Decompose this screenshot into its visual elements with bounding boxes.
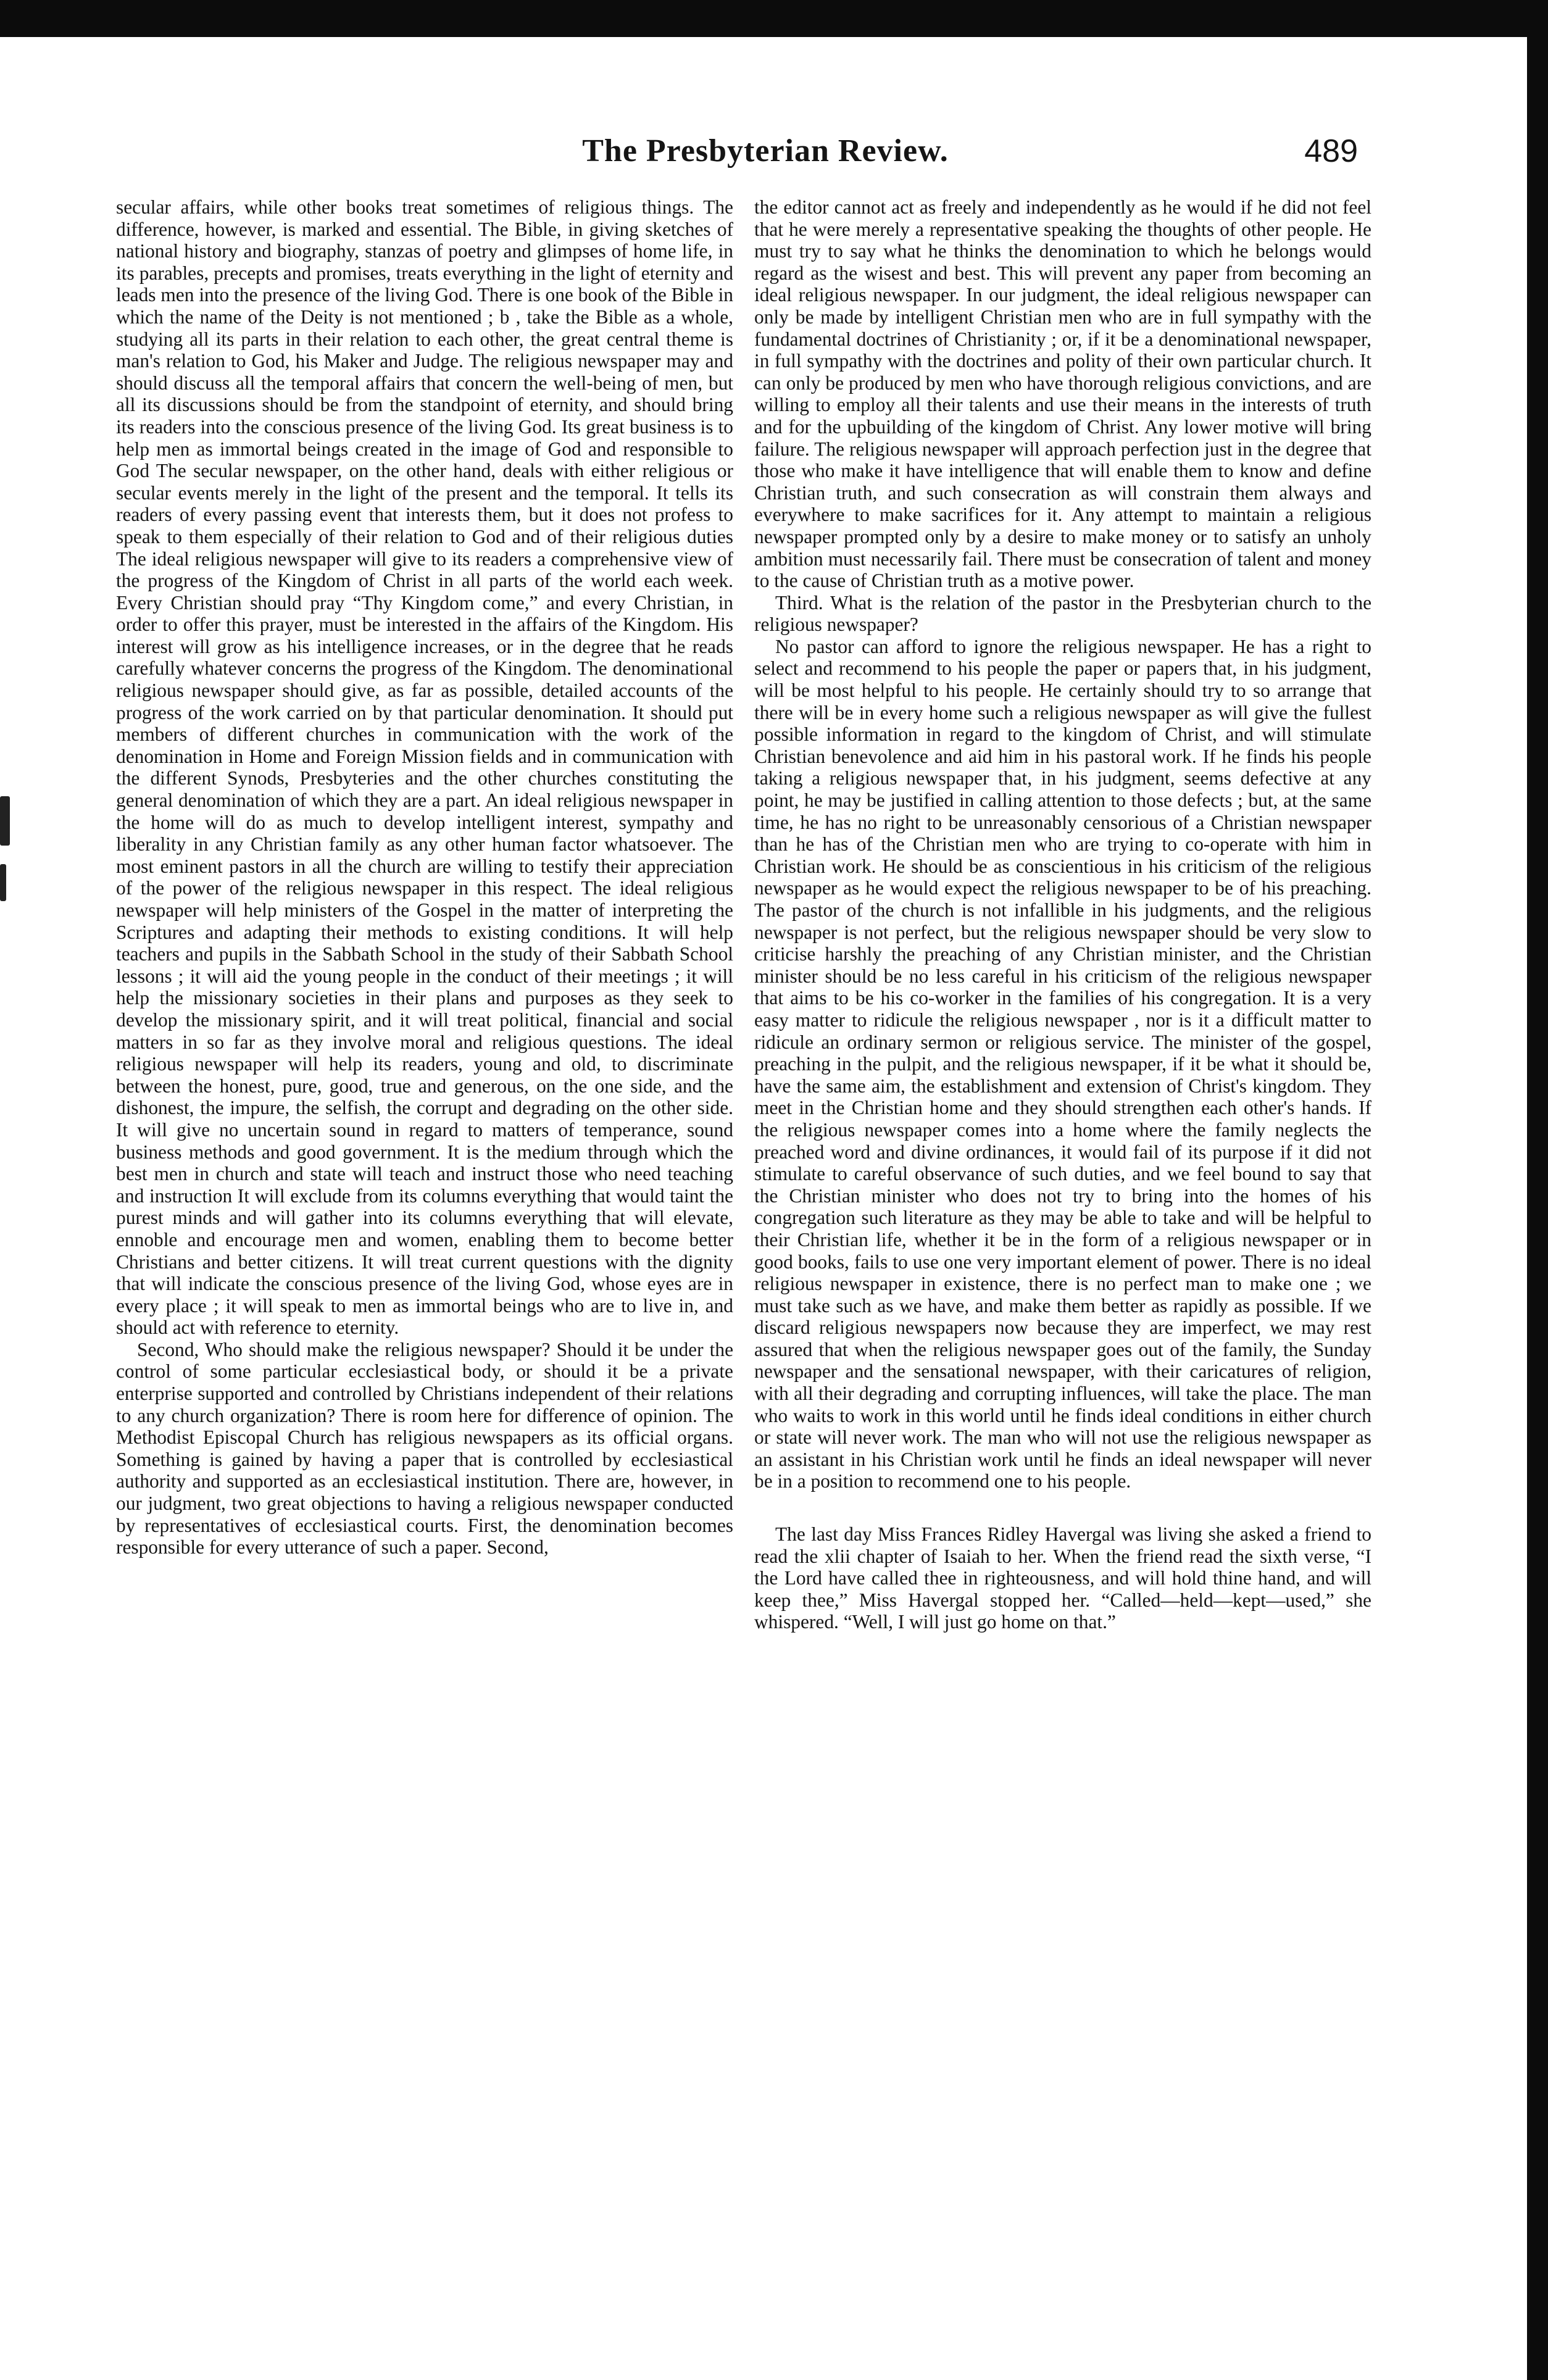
scan-top-border [0, 0, 1548, 37]
page-number: 489 [1304, 133, 1358, 169]
margin-mark [0, 864, 6, 901]
paragraph: Second, Who should make the religious newspaper? Should it be under the control of some particular ecclesiastical body, or should it be a private enterprise supported and controlled by Christians independent of their relations to any church organization? There is room here for difference of opinion. The Methodist Episcopal Church has religious newspapers as its official organs. Something is gained by having a paper that is controlled by ecclesiastical authority and supported as an ecclesiastical institution. There are, however, in our judgment, two great objections to having a religious newspaper conducted by representatives of ecclesiastical courts. First, the denomination becomes responsible for every utterance of such a paper. Second, [116, 1338, 733, 1558]
paragraph: the editor cannot act as freely and independently as he would if he did not feel that he were merely a representative speaking the thoughts of other people. He must try to say what he thinks the denomination to which he belongs would regard as the wisest and best. This will prevent any paper from becoming an ideal religious newspaper. In our judgment, the ideal religious newspaper can only be made by intelligent Christian men who are in full sympathy with the fundamental doctrines of Christianity ; or, if it be a denominational newspaper, in full sympathy with the doctrines and polity of their own particular church. It can only be produced by men who have thorough religious convictions, and are willing to employ all their talents and use their means in the interests of truth and for the upbuilding of the kingdom of Christ. Any lower motive will bring failure. The religious newspaper will approach perfection just in the degree that those who make it have intelligence that will enable them to know and define Christian truth, and such consecration as will constrain them always and everywhere to make sacrifices for it. Any attempt to maintain a religious newspaper prompted only by a desire to make money or to satisfy an unholy ambition must necessarily fail. There must be consecration of talent and money to the cause of Christian truth as a motive power. [754, 196, 1371, 592]
right-column [754, 196, 1371, 1633]
closing-anecdote: The last day Miss Frances Ridley Havergal was living she asked a friend to read the xlii chapter of Isaiah to her. When the friend read the sixth verse, “I the Lord have called thee in righteousness, and will hold thine hand, and will keep thee,” Miss Havergal stopped her. “Called—held—kept—used,” she whispered. “Well, I will just go home on that.” [754, 1523, 1371, 1633]
scan-right-edge [1527, 0, 1548, 2380]
paragraph: No pastor can afford to ignore the religious newspaper. He has a right to select and recommend to his people the paper or papers that, in his judgment, will be most helpful to his people. He certainly should try to so arrange that there will be in every home such a religious newspaper as will give the fullest possible information in regard to the kingdom of Christ, and will stimulate Christian benevolence and aid him in his pastoral work. If he finds his people taking a religious newspaper that, in his judgment, seems defective at any point, he may be justified in calling attention to those defects ; but, at the same time, he has no right to be unreasonably censorious of a Christian newspaper than he has of the Christian men who are trying to co-operate with him in Christian work. He should be as conscientious in his criticism of the religious newspaper as he would expect the religious newspaper to be of his preaching. The pastor of the church is not infallible in his judgments, and the religious newspaper is not perfect, but the religious newspaper should be very slow to criticise harshly the preaching of any Christian minister, and the Christian minister should be no less careful in his criticism of the religious newspaper that aims to be his co-worker in the families of his congregation. It is a very easy matter to ridicule the religious newspaper , nor is it a difficult matter to ridicule an ordinary sermon or religious service. The minister of the gospel, preaching in the pulpit, and the religious newspaper, if it be what it should be, have the same aim, the establishment and extension of Christ's kingdom. They meet in the Christian home and they should strengthen each other's hands. If the religious newspaper comes into a home where the family neglects the preached word and divine ordinances, it would fail of its purpose if it did not stimulate to careful observance of such duties, and we feel bound to say that the Christian minister who does not try to bring into the homes of his congregation such literature as they may be able to take and will be helpful to their Christian life, whether it be in the form of a religious newspaper or in good books, fails to use one very important element of power. There is no ideal religious newspaper in existence, there is no perfect man to make one ; we must take such as we have, and make them better as rapidly as possible. If we discard religious newspapers now because they are imperfect, we may rest assured that when the religious newspaper goes out of the family, the Sunday newspaper and the sensational newspaper, with their caricatures of religion, with all their degrading and corrupting influences, will take the place. The man who waits to work in this world until he finds ideal conditions in either church or state will never work. The man who will not use the religious newspaper as an assistant in his Christian work until he finds an ideal newspaper will never be in a position to recommend one to his people. [754, 635, 1371, 1492]
margin-mark [0, 796, 10, 846]
left-column [116, 196, 733, 1558]
paragraph: secular affairs, while other books treat sometimes of religious things. The difference, however, is marked and essential. The Bible, in giving sketches of national history and biography, stanzas of poetry and glimpses of home life, in its parables, precepts and promises, treats everything in the light of eternity and leads men into the presence of the living God. There is one book of the Bible in which the name of the Deity is not mentioned ; b , take the Bible as a whole, studying all its parts in their relation to each other, the great central theme is man's relation to God, his Maker and Judge. The religious newspaper may and should discuss all the temporal affairs that concern the well-being of men, but all its discussions should be from the standpoint of eternity, and should bring its readers into the conscious presence of the living God. Its great business is to help men as immortal beings created in the image of God and responsible to God The secular newspaper, on the other hand, deals with either religious or secular events merely in the light of the present and the temporal. It tells its readers of every passing event that interests them, but it does not profess to speak to them especially of their relation to God and of their religious duties The ideal religious newspaper will give to its readers a comprehensive view of the progress of the Kingdom of Christ in all parts of the world each week. Every Christian should pray “Thy Kingdom come,” and every Christian, in order to offer this prayer, must be interested in the affairs of the Kingdom. His interest will grow as his intelligence increases, or in the degree that he reads carefully whatever concerns the progress of the Kingdom. The denominational religious newspaper should give, as far as possible, detailed accounts of the progress of the work carried on by that particular denomination. It should put members of different churches in communication with the work of the denomination in Home and Foreign Mission fields and in communication with the different Synods, Presbyteries and the other churches constituting the general denomination of which they are a part. An ideal religious newspaper in the home will do as much to develop intelligent interest, sympathy and liberality in any Christian family as any other human factor whatsoever. The most eminent pastors in all the church are willing to testify their appreciation of the power of the religious newspaper in this respect. The ideal religious newspaper will help ministers of the Gospel in the matter of interpreting the Scriptures and adapting their methods to existing conditions. It will help teachers and pupils in the Sabbath School in the study of their Sabbath School lessons ; it will aid the young people in the conduct of their meetings ; it will help the missionary societies in their plans and purposes as they seek to develop the missionary spirit, and it will treat political, financial and social matters in so far as they involve moral and religious questions. The ideal religious newspaper will help its readers, young and old, to discriminate between the honest, pure, good, true and generous, on the one side, and the dishonest, the impure, the selfish, the corrupt and degrading on the other side. It will give no uncertain sound in regard to matters of temperance, sound business methods and good government. It is the medium through which the best men in church and state will teach and instruct those who need teaching and instruction It will exclude from its columns everything that would taint the purest minds and will gather into its columns everything that will elevate, ennoble and encourage men and women, enabling them to become better Christians and better citizens. It will treat current questions with the dignity that will indicate the conscious presence of the living God, whose eyes are in every place ; it will speak to men as immortal beings who are to live in, and should act with reference to eternity. [116, 196, 733, 1339]
page-header [93, 133, 1358, 188]
paragraph: Third. What is the relation of the pastor in the Presbyterian church to the religious newspaper? [754, 591, 1371, 636]
scan-margin [0, 37, 1548, 123]
running-title: The Presbyterian Review. [582, 133, 949, 169]
